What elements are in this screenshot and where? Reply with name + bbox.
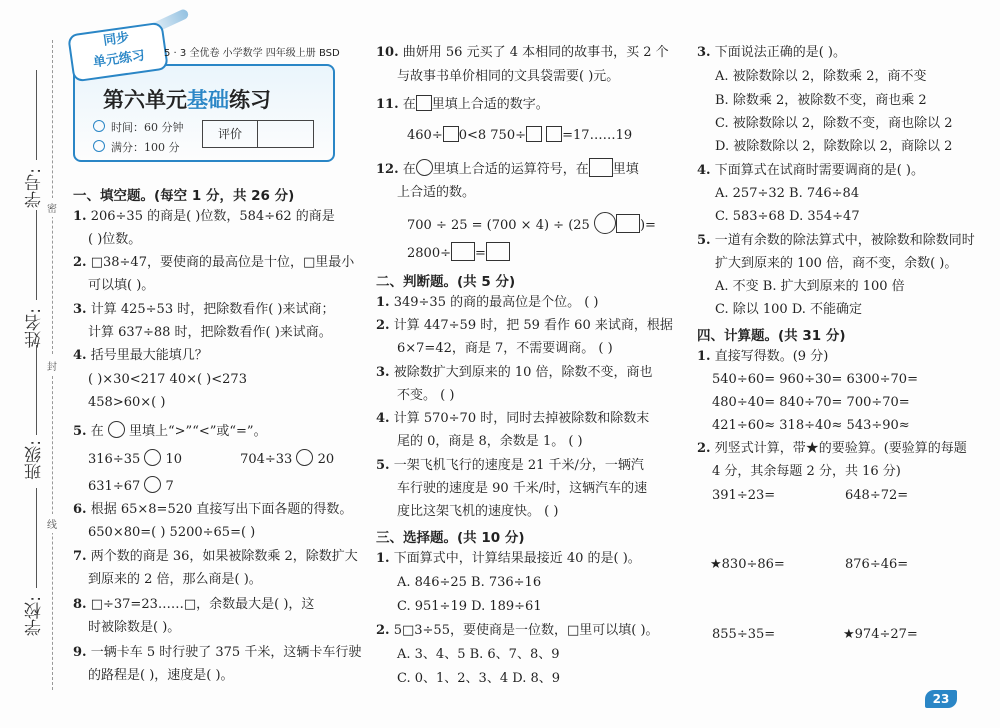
expr: 460÷ bbox=[407, 128, 443, 143]
q-num: 6. bbox=[73, 502, 87, 517]
q7-line bbox=[73, 548, 358, 566]
q-text: 列竖式计算，带★的要验算。(要验算的每题 bbox=[714, 441, 967, 456]
operator-circle bbox=[416, 159, 433, 176]
digit-box bbox=[416, 95, 432, 111]
mc5-line-2: 扩大到原来的 100 倍，商不变，余数( )。 bbox=[715, 256, 958, 271]
oral-row-1: 540÷60= 960÷30= 6300÷70= bbox=[712, 372, 918, 387]
vertical-calc-5: 855÷35= bbox=[712, 627, 776, 642]
evaluation-label: 评价 bbox=[203, 121, 258, 147]
fold-mark-3: 线 bbox=[47, 514, 57, 533]
q-text: 349÷35 的商的最高位是个位。 ( ) bbox=[393, 295, 599, 310]
mc5-options-1: A. 不变 B. 扩大到原来的 100 倍 bbox=[715, 279, 905, 294]
q-num: 1. bbox=[376, 295, 390, 310]
fold-mark-1: 密 bbox=[47, 198, 57, 217]
vertical-calc-4: 876÷46= bbox=[845, 557, 909, 572]
q-num: 2. bbox=[697, 441, 711, 456]
q12-line bbox=[376, 158, 639, 179]
q11-expr bbox=[407, 126, 632, 145]
title-part-3: 练习 bbox=[229, 88, 271, 112]
answer-box[interactable] bbox=[616, 214, 640, 233]
q-text: 在 bbox=[402, 97, 416, 112]
q5-row-2 bbox=[88, 476, 174, 496]
tf4-line bbox=[376, 410, 649, 428]
title-part-1: 第六单元 bbox=[103, 88, 187, 112]
class-line bbox=[36, 345, 37, 435]
q-text: 被除数扩大到原来的 10 倍，除数不变，商也 bbox=[393, 365, 653, 380]
answer-box[interactable] bbox=[486, 242, 510, 261]
q10-line-2: 与故事书单价相同的文具袋需要( )元。 bbox=[397, 69, 620, 84]
q4-line-2: ( )×30<217 40×( )<273 bbox=[88, 372, 247, 387]
q4-line-3: 458>60×( ) bbox=[88, 395, 166, 410]
badge-line-2: 单元练习 bbox=[92, 48, 146, 71]
q4-line bbox=[73, 347, 208, 365]
expr: 7 bbox=[165, 479, 174, 494]
expr: =17……19 bbox=[562, 128, 633, 143]
answer-circle[interactable] bbox=[594, 212, 616, 234]
q-text: 两个数的商是 36，如果被除数乘 2，除数扩大 bbox=[90, 549, 358, 564]
q-num: 5. bbox=[376, 458, 390, 473]
q1-line bbox=[73, 208, 335, 226]
q5-row-1 bbox=[88, 449, 334, 469]
expr: 10 bbox=[165, 452, 183, 467]
mc4-options-2: C. 583÷68 D. 354÷47 bbox=[715, 209, 860, 224]
evaluation-box[interactable] bbox=[202, 120, 314, 148]
school-label: 学校: bbox=[25, 596, 45, 636]
number-box bbox=[589, 158, 613, 177]
q-text: 里填上“>”“<”或“=”。 bbox=[129, 424, 267, 439]
calc2-line bbox=[697, 440, 967, 458]
q-text: 5□3÷55，要使商是一位数，□里可以填( )。 bbox=[393, 623, 659, 638]
mc3-option-a: A. 被除数除以 2，除数乘 2，商不变 bbox=[715, 69, 927, 84]
q-num: 12. bbox=[376, 162, 399, 177]
mc3-option-c: C. 被除数除以 2，除数不变，商也除以 2 bbox=[715, 116, 953, 131]
q-num: 10. bbox=[376, 45, 399, 60]
oral-row-3: 421÷60≈ 318÷40≈ 543÷90≈ bbox=[712, 418, 910, 433]
q-text: 下面算式中，计算结果最接近 40 的是( )。 bbox=[393, 551, 641, 566]
expr: )= bbox=[639, 218, 656, 233]
q12-expr-2 bbox=[407, 242, 510, 263]
q-num: 1. bbox=[73, 209, 87, 224]
answer-circle[interactable] bbox=[144, 449, 161, 466]
answer-box[interactable] bbox=[546, 126, 562, 142]
section-true-false: 二、判断题。(共 5 分) bbox=[376, 274, 516, 290]
q9-line bbox=[73, 644, 361, 662]
full-score-text: 满分：100 分 bbox=[111, 141, 180, 154]
vertical-calc-3: ★830÷86= bbox=[710, 557, 785, 572]
q6-line bbox=[73, 501, 352, 519]
q9-line-2: 的路程是( )，速度是( )。 bbox=[88, 668, 234, 683]
page-number: 23 bbox=[925, 690, 957, 708]
q-num: 11. bbox=[376, 97, 399, 112]
q7-line-2: 到原来的 2 倍，那么商是( )。 bbox=[88, 572, 262, 587]
q-text: 在 bbox=[402, 162, 416, 177]
q5-line bbox=[73, 421, 267, 441]
expr: 316÷35 bbox=[88, 452, 141, 467]
name-line bbox=[36, 210, 37, 300]
q12-expr-1 bbox=[407, 212, 656, 235]
q8-line-2: 时被除数是( )。 bbox=[88, 620, 181, 635]
mc4-line bbox=[697, 162, 924, 180]
vertical-calc-1: 391÷23= bbox=[712, 488, 776, 503]
mc5-line bbox=[697, 232, 975, 250]
student-id-label: 学号: bbox=[25, 168, 45, 208]
answer-circle[interactable] bbox=[144, 476, 161, 493]
answer-box[interactable] bbox=[451, 242, 475, 261]
q-num: 4. bbox=[376, 411, 390, 426]
q3-line bbox=[73, 301, 335, 319]
q-text: 在 bbox=[90, 424, 104, 439]
q12-line-2: 上合适的数。 bbox=[397, 185, 476, 200]
tf1-line bbox=[376, 294, 599, 312]
q-num: 2. bbox=[376, 623, 390, 638]
q-text: □÷37=23……□，余数最大是( )，这 bbox=[90, 597, 315, 612]
mc1-line bbox=[376, 550, 641, 568]
tf4-line-2: 尾的 0，商是 8，余数是 1。 ( ) bbox=[397, 434, 583, 449]
q-text: 计算 570÷70 时，同时去掉被除数和除数末 bbox=[393, 411, 650, 426]
q6-line-2: 650×80=( ) 5200÷65=( ) bbox=[88, 525, 256, 540]
full-score bbox=[93, 139, 180, 155]
time-text: 时间：60 分钟 bbox=[111, 121, 184, 134]
q-num: 2. bbox=[376, 318, 390, 333]
calc2-line-2: 4 分，其余每题 2 分，共 16 分) bbox=[712, 464, 901, 479]
q2-line-2: 可以填( )。 bbox=[88, 278, 155, 293]
fold-mark-2: 封 bbox=[47, 356, 57, 375]
q-text: 计算 447÷59 时，把 59 看作 60 来试商，根据 bbox=[393, 318, 673, 333]
q-text: 括号里最大能填几？ bbox=[90, 348, 208, 363]
q8-line bbox=[73, 596, 314, 614]
mc2-line bbox=[376, 622, 659, 640]
oral-row-2: 480÷40= 840÷70= 700÷70= bbox=[712, 395, 910, 410]
q-num: 9. bbox=[73, 645, 87, 660]
answer-circle[interactable] bbox=[296, 449, 313, 466]
time-limit bbox=[93, 119, 184, 135]
q10-line bbox=[376, 44, 669, 62]
expr: 704÷33 bbox=[240, 452, 293, 467]
q-num: 2. bbox=[73, 255, 87, 270]
name-label: 姓名: bbox=[25, 308, 45, 348]
q11-line bbox=[376, 95, 549, 114]
series-label: 5 · 3 全优卷 小学数学 四年级上册 BSD bbox=[164, 48, 340, 59]
q-num: 5. bbox=[697, 233, 711, 248]
q-text: 里填上合适的数字。 bbox=[431, 97, 549, 112]
q-num: 1. bbox=[697, 349, 711, 364]
mc2-options-1: A. 3、4、5 B. 6、7、8、9 bbox=[397, 647, 560, 662]
q-num: 3. bbox=[697, 45, 711, 60]
title-part-2: 基础 bbox=[187, 88, 229, 112]
tf3-line-2: 不变。 ( ) bbox=[397, 388, 455, 403]
q-num: 5. bbox=[73, 424, 87, 439]
calc1-line bbox=[697, 348, 828, 366]
q-text: 曲妍用 56 元买了 4 本相同的故事书，买 2 个 bbox=[402, 45, 669, 60]
mc3-option-d: D. 被除数除以 2，除数除以 2，商除以 2 bbox=[715, 139, 953, 154]
q1-line-2: ( )位数。 bbox=[88, 232, 142, 247]
tf2-line-2: 6×7=42，商是 7，不需要调商。 ( ) bbox=[397, 341, 613, 356]
q-num: 3. bbox=[376, 365, 390, 380]
mc5-options-2: C. 除以 100 D. 不能确定 bbox=[715, 302, 863, 317]
expr: 20 bbox=[317, 452, 335, 467]
q-text: □38÷47，要使商的最高位是十位，□里最小 bbox=[90, 255, 355, 270]
q-num: 3. bbox=[73, 302, 87, 317]
q-text: 一辆卡车 5 时行驶了 375 千米，这辆卡车行驶 bbox=[90, 645, 362, 660]
q-text: 根据 65×8=520 直接写出下面各题的得数。 bbox=[90, 502, 353, 517]
badge-line-1: 同步 bbox=[102, 30, 131, 49]
clock-icon bbox=[93, 120, 105, 132]
q-num: 4. bbox=[73, 348, 87, 363]
q-num: 7. bbox=[73, 549, 87, 564]
q-text: 里填 bbox=[612, 162, 639, 177]
expr: 2800÷ bbox=[407, 246, 451, 261]
expr: 631÷67 bbox=[88, 479, 141, 494]
expr: = bbox=[474, 246, 486, 261]
compare-circle bbox=[108, 421, 125, 438]
vertical-calc-6: ★974÷27= bbox=[843, 627, 918, 642]
mc3-option-b: B. 除数乘 2，被除数不变，商也乘 2 bbox=[715, 93, 927, 108]
tf5-line bbox=[376, 457, 644, 475]
class-label: 班级: bbox=[25, 440, 45, 480]
mc3-line bbox=[697, 44, 846, 62]
section-fill-blank: 一、填空题。(每空 1 分，共 26 分) bbox=[73, 188, 295, 204]
q-num: 1. bbox=[376, 551, 390, 566]
section-choice: 三、选择题。(共 10 分) bbox=[376, 530, 525, 546]
q-text: 计算 425÷53 时，把除数看作( )来试商； bbox=[90, 302, 335, 317]
mc2-options-2: C. 0、1、2、3、4 D. 8、9 bbox=[397, 671, 561, 686]
q-text: 一道有余数的除法算式中，被除数和除数同时 bbox=[714, 233, 975, 248]
school-line bbox=[36, 488, 37, 588]
page-title bbox=[103, 84, 271, 114]
q-text: 下面算式在试商时需要调商的是( )。 bbox=[714, 163, 924, 178]
q2-line bbox=[73, 254, 354, 272]
q-text: 一架飞机飞行的速度是 21 千米/分，一辆汽 bbox=[393, 458, 644, 473]
mc1-options-1: A. 846÷25 B. 736÷16 bbox=[397, 575, 542, 590]
vertical-calc-2: 648÷72= bbox=[845, 488, 909, 503]
tf5-line-3: 度比这架飞机的速度快。 ( ) bbox=[397, 504, 559, 519]
expr: 700 ÷ 25 = (700 × 4) ÷ (25 bbox=[407, 218, 590, 233]
tf5-line-2: 车行驶的速度是 90 千米/时，这辆汽车的速 bbox=[397, 481, 648, 496]
section-calculation: 四、计算题。(共 31 分) bbox=[697, 328, 846, 344]
mc4-options-1: A. 257÷32 B. 746÷84 bbox=[715, 186, 860, 201]
tf3-line bbox=[376, 364, 653, 382]
answer-box[interactable] bbox=[526, 126, 542, 142]
q-text: 206÷35 的商是( )位数，584÷62 的商是 bbox=[90, 209, 335, 224]
mc1-options-2: C. 951÷19 D. 189÷61 bbox=[397, 599, 542, 614]
answer-box[interactable] bbox=[443, 126, 459, 142]
check-icon bbox=[93, 140, 105, 152]
q-text: 直接写得数。(9 分) bbox=[714, 349, 829, 364]
student-id-line bbox=[36, 70, 37, 160]
tf2-line bbox=[376, 317, 673, 335]
q-num: 8. bbox=[73, 597, 87, 612]
q3-line-2: 计算 637÷88 时，把除数看作( )来试商。 bbox=[88, 325, 332, 340]
q-num: 4. bbox=[697, 163, 711, 178]
q-text: 里填上合适的运算符号，在 bbox=[432, 162, 589, 177]
expr: 0<8 750÷ bbox=[458, 128, 526, 143]
q-text: 下面说法正确的是( )。 bbox=[714, 45, 846, 60]
